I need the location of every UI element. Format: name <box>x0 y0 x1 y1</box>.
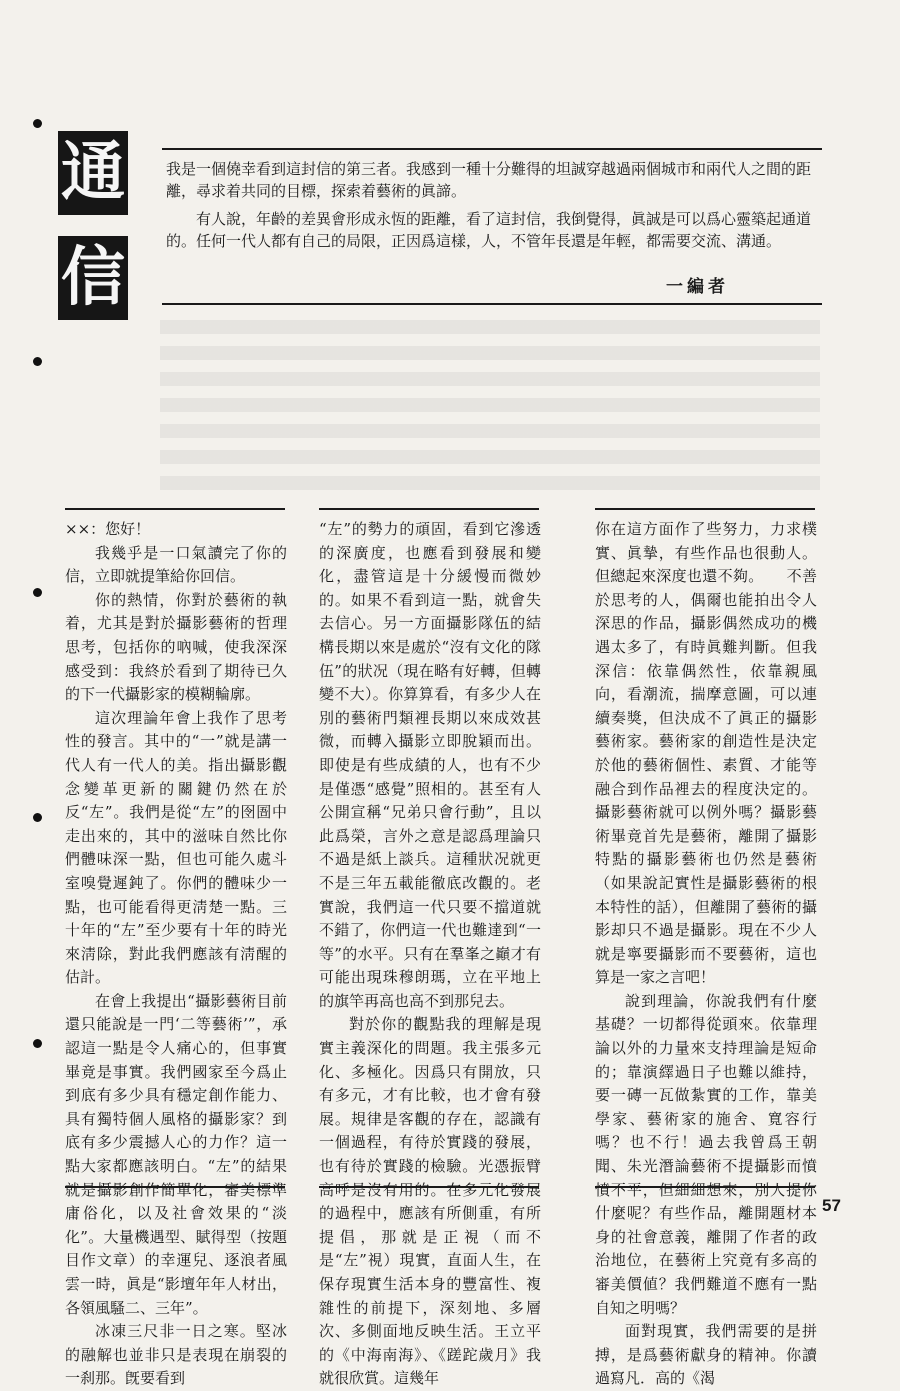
editor-note-paragraph: 有人說，年齡的差異會形成永恆的距離，看了這封信，我倒覺得，眞誠是可以爲心靈築起通道的。任何一代人都有自己的局限，正因爲這樣，人，不管年長還是年輕，都需要交流、溝通。 <box>166 210 812 250</box>
bleed-through-shadow <box>160 320 820 500</box>
letter-paragraph: 我幾乎是一口氣讀完了你的信，立即就提筆給你回信。 <box>65 543 287 586</box>
punch-hole <box>33 588 42 597</box>
editor-note <box>166 158 818 258</box>
letter-paragraph: 對於你的觀點我的理解是現實主義深化的問題。我主張多元化、多極化。因爲只有開放，只有多元，才有比較，也才會有發展。規律是客觀的存在，認識有一個過程，有待於實踐的發展，也有待於實踐的檢驗。光憑振臂高呼是沒有用的。在多元化發展的過程中，應該有所側重，有所提倡，那就是正視（而不是“左”視）現實，直面人生，在保存現實生活本身的豐富性、複雜性的前提下，深刻地、多層次、多側面地反映生活。王立平的《中海南海》、《蹉跎歲月》我就很欣賞。這幾年 <box>319 1015 541 1388</box>
section-title-char-1: 通 <box>58 131 128 215</box>
column-top-rule <box>65 508 285 510</box>
letter-paragraph: ××：您好！ <box>65 520 151 538</box>
column-top-rule <box>319 508 539 510</box>
punch-hole <box>33 1039 42 1048</box>
editor-note-paragraph: 我是一個僥幸看到這封信的第三者。我感到一種十分難得的坦誠穿越過兩個城市和兩代人之間的距離，尋求着共同的目標，探索着藝術的眞諦。 <box>166 160 812 200</box>
punch-hole <box>33 357 42 366</box>
letter-paragraph: 在會上我提出“攝影藝術目前還只能說是一門‘二等藝術’”，承認這一點是令人痛心的，但事實畢竟是事實。我們國家至今爲止到底有多少具有穩定創作能力、具有獨特個人風格的攝影家？到底有多少震撼人心的力作？這一點大家都應該明白。“左”的結果就是攝影創作簡單化，審美標準庸俗化，以及社會效果的“淡化”。大量機遇型、賦得型（按題目作文章）的幸運兒、逐浪者風雲一時，眞是“影壇年年人材出，各領風騷二、三年”。 <box>65 991 287 1317</box>
column-top-rule <box>595 508 815 510</box>
letter-column-2 <box>319 518 541 1391</box>
punch-hole <box>33 119 42 128</box>
page-number: 57 <box>822 1196 841 1215</box>
section-title-char-2: 信 <box>58 236 128 320</box>
letter-paragraph: 面對現實，我們需要的是拼搏，是爲藝術獻身的精神。你讀過寫凡．高的《渴 <box>595 1322 817 1388</box>
editor-signature: 一編者 <box>666 277 729 297</box>
editor-note-bottom-rule <box>162 303 822 305</box>
letter-paragraph: 你在這方面作了些努力，力求樸實、眞摯，有些作品也很動人。但總起來深度也還不夠。 不善於思考的人，偶爾也能拍出令人深思的作品，攝影偶然成功的機遇太多了，有時眞難判斷。但我深信：依靠偶然性，依靠親風向，看潮流，揣摩意圖，可以連續奏獎，但決成不了眞正的攝影藝術家。藝術家的創造性是決定於他的藝術個性、素質、才能等融合到作品裡去的程度決定的。攝影藝術就可以例外嗎？攝影藝術畢竟首先是藝術，離開了攝影特點的攝影藝術也仍然是藝術（如果說記實性是攝影藝術的根本特性的話），但離開了藝術的攝影却只不過是攝影。現在不少人就是寧要攝影而不要藝術，這也算是一家之言吧！ <box>595 520 817 987</box>
letter-column-3 <box>595 518 817 1391</box>
letter-column-1 <box>65 518 287 1391</box>
letter-paragraph: 冰凍三尺非一日之寒。堅冰的融解也並非只是表現在崩裂的一刹那。旣要看到 <box>65 1322 287 1388</box>
punch-hole <box>33 813 42 822</box>
letter-paragraph: 這次理論年會上我作了思考性的發言。其中的“一”就是講一代人有一代人的美。指出攝影觀念變革更新的關鍵仍然在於反“左”。我們是從“左”的囹圄中走出來的，其中的滋味自然比你們體味深一點，但也可能久處斗室嗅覺遲鈍了。你們的體味少一點，也可能看得更淸楚一點。三十年的“左”至少要有十年的時光來淸除，對此我們應該有淸醒的估計。 <box>65 708 287 987</box>
editor-note-top-rule <box>162 148 822 150</box>
letter-paragraph: 你的熱情，你對於藝術的執着，尤其是對於攝影藝術的哲理思考，包括你的吶喊，使我深深感受到：我終於看到了期待已久的下一代攝影家的模糊輪廓。 <box>65 590 287 704</box>
letter-paragraph: “左”的勢力的頑固，看到它滲透的深廣度，也應看到發展和變化，盡管這是十分緩慢而微妙的。如果不看到這一點，就會失去信心。另一方面攝影隊伍的結構長期以來是處於“沒有文化的隊伍”的狀况（現在略有好轉，但轉變不大）。你算算看，有多少人在別的藝術門類裡長期以來成效甚微，而轉入攝影立即脫穎而出。即使是有些成績的人，也有不少是僅憑“感覺”照相的。甚至有人公開宣稱“兄弟只會行動”，且以此爲榮，言外之意是認爲理論只不過是紙上談兵。這種狀况就更不是三年五載能徹底改觀的。老實說，我們這一代只要不擋道就不錯了，你們這一代也難達到“一等”的水平。只有在羣峯之巓才有可能出現珠穆朗瑪，立在平地上的旗竿再高也高不到那兒去。 <box>319 520 541 1010</box>
letter-paragraph: 說到理論，你說我們有什麼基礎？一切都得從頭來。依靠理論以外的力量來支持理論是短命的；靠演繹過日子也難以維持，要一磚一瓦做紮實的工作，靠美學家、藝術家的施舍、寬容行嗎？也不行！過去我曾爲王朝聞、朱光潛論藝術不提攝影而憤憤不平，但細細想來，別人提你什麼呢？有些作品，離開題材本身的社會意義，離開了作者的政治地位，在藝術上究竟有多高的審美價値？我們難道不應有一點自知之明嗎？ <box>595 991 817 1317</box>
